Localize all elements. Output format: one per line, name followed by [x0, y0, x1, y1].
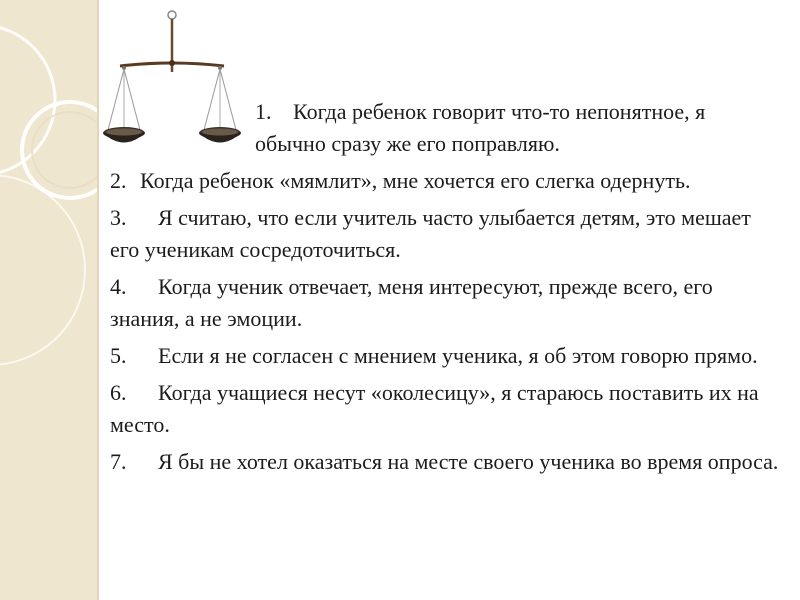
statement-text: Если я не согласен с мнением ученика, я об этом говорю прямо. — [158, 343, 758, 368]
statement-item-4 — [110, 271, 780, 335]
statement-item-2 — [110, 165, 780, 197]
statement-text: Когда ученик отвечает, меня интересуют, прежде всего, его знания, а не эмоции. — [110, 274, 713, 331]
statement-number: 1. — [255, 99, 272, 124]
statement-number: 2. — [110, 168, 127, 193]
statement-item-6 — [110, 377, 780, 441]
statement-list — [110, 96, 780, 483]
statement-number: 4. — [110, 274, 127, 299]
statement-item-7 — [110, 446, 780, 478]
statement-text: Когда ребенок «мямлит», мне хочется его слегка одернуть. — [140, 168, 691, 193]
statement-number: 5. — [110, 343, 127, 368]
statement-number: 3. — [110, 205, 127, 230]
statement-text: Я бы не хотел оказаться на месте своего ученика во время опроса. — [158, 449, 779, 474]
statement-item-5 — [110, 340, 780, 372]
statement-text: Когда учащиеся несут «околесицу», я стараюсь поставить их на место. — [110, 380, 759, 437]
statement-number: 7. — [110, 449, 127, 474]
statement-item-1 — [110, 96, 780, 160]
statement-number: 6. — [110, 380, 127, 405]
decorative-rings — [0, 0, 97, 600]
statement-text: Я считаю, что если учитель часто улыбается детям, это мешает его ученикам сосредоточиться. — [110, 205, 751, 262]
statement-item-3 — [110, 202, 780, 266]
statement-text: Когда ребенок говорит что-то непонятное, я обычно сразу же его поправляю. — [255, 99, 706, 156]
decorative-side-band — [0, 0, 97, 600]
